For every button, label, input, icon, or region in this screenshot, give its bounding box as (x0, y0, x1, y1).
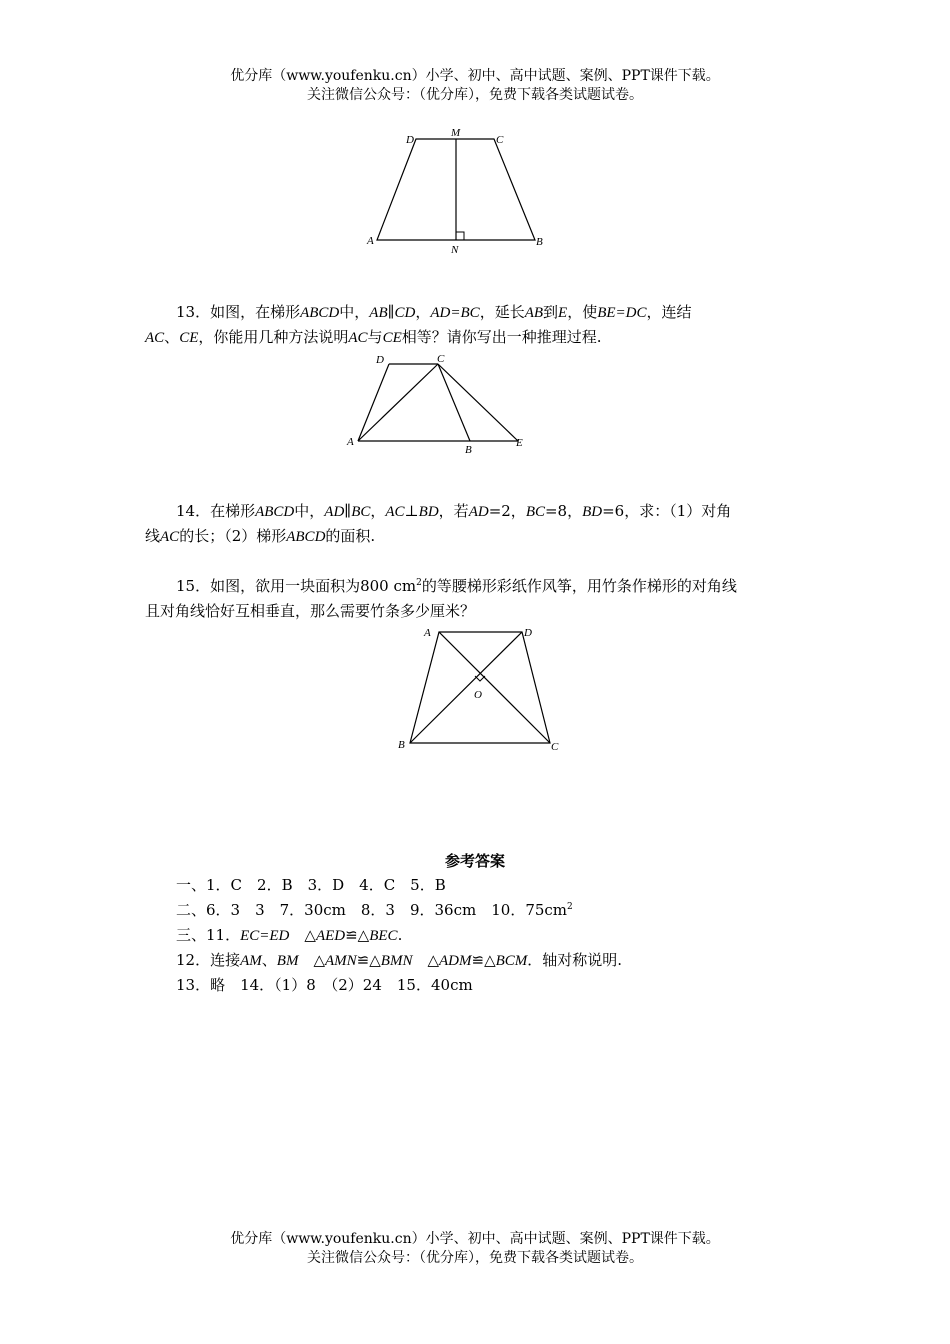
answers-line-4: 12．连接AM、BM △AMN≌△BMN △ADM≌△BCM．轴对称说明. (176, 951, 623, 969)
footer-line-1: 优分库（www.youfenku.cn）小学、初中、高中试题、案例、PPT课件下载。 (230, 1231, 720, 1247)
label-c: C (496, 134, 504, 146)
header-line-2: 关注微信公众号：（优分库），免费下载各类试题试卷。 (307, 87, 643, 103)
label-a: A (367, 235, 374, 247)
label-n: N (451, 244, 459, 256)
figure-13-trapezoid (340, 350, 540, 460)
diagonal-bd (410, 632, 522, 743)
label-b: B (465, 444, 472, 456)
answers-line-1: 一、1．C 2．B 3．D 4．C 5．B (176, 876, 446, 894)
label-d: D (406, 134, 414, 146)
footer-line-2: 关注微信公众号：（优分库），免费下载各类试题试卷。 (307, 1250, 643, 1266)
answers-line-5: 13．略 14．（1）8 （2）24 15．40cm (176, 976, 473, 994)
label-e: E (516, 437, 523, 449)
q13-line-2: AC、CE，你能用几种方法说明AC与CE相等？请你写出一种推理过程. (145, 328, 602, 346)
header-line-1: 优分库（www.youfenku.cn）小学、初中、高中试题、案例、PPT课件下载。 (230, 68, 720, 84)
answers-title: 参考答案 (444, 852, 505, 870)
q13-line-1: 13．如图，在梯形ABCD中，AB∥CD，AD=BC，延长AB到E，使BE=DC，连结 (176, 303, 692, 321)
label-a: A (347, 436, 354, 448)
figure-12-trapezoid (360, 125, 560, 260)
label-c: C (551, 741, 559, 753)
trapezoid-adcb (410, 632, 550, 743)
label-b: B (398, 739, 405, 751)
diagonal-ac (439, 632, 550, 743)
right-angle-mark (456, 232, 464, 240)
q14-line-1: 14．在梯形ABCD中，AD∥BC，AC⊥BD，若AD=2，BC=8，BD=6，求：（1）对角 (176, 502, 732, 520)
label-m: M (451, 127, 461, 139)
label-a: A (424, 627, 431, 639)
answers-line-3: 三、11．EC=ED △AED≌△BEC. (176, 926, 403, 944)
segment-ce (438, 364, 518, 441)
q15-line-1: 15．如图，欲用一块面积为800 $cm^2$的等腰梯形彩纸作风筝，用竹条作梯形的对角线 (176, 577, 737, 595)
figure-15-kite-trapezoid (390, 620, 580, 760)
label-d: D (376, 354, 384, 366)
label-d: D (524, 627, 532, 639)
label-c: C (437, 353, 445, 365)
segment-ac (358, 364, 438, 441)
answers-line-2: 二、6．3 3 7．30cm 8．3 9．36cm 10．$75cm^2$ (176, 901, 573, 919)
label-b: B (536, 236, 543, 248)
q14-line-2: 线AC的长；（2）梯形ABCD的面积. (145, 527, 376, 545)
q15-line-2: 且对角线恰好互相垂直，那么需要竹条多少厘米？ (145, 602, 476, 620)
label-o: O (474, 689, 482, 701)
